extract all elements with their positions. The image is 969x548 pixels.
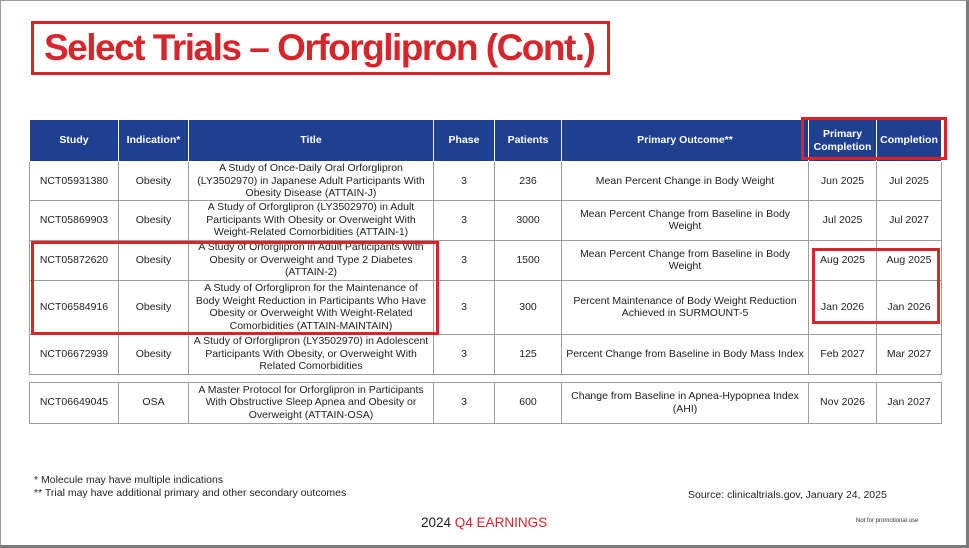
cell-phase: 3: [434, 240, 495, 280]
table-row: [30, 162, 942, 201]
cell-study: NCT05872620: [30, 240, 119, 280]
cell-primary-completion: Jun 2025: [809, 162, 877, 201]
cell-primary-outcome: Mean Percent Change from Baseline in Body Weight: [562, 240, 809, 280]
header-phase: Phase: [434, 120, 495, 162]
cell-title: A Study of Orforglipron (LY3502970) in Adult Participants With Obesity or Overweight With Weight-Related Comorbidities (ATTAIN-1): [189, 200, 434, 240]
slide-title-box: [31, 21, 610, 75]
footnote-indications: * Molecule may have multiple indications: [34, 474, 224, 486]
cell-patients: 236: [495, 162, 562, 201]
cell-completion: Mar 2027: [877, 334, 942, 374]
header-primary-completion-line1: Primary: [822, 127, 863, 140]
cell-patients: 600: [495, 382, 562, 423]
cell-primary-outcome: Percent Maintenance of Body Weight Reduction Achieved in SURMOUNT-5: [562, 280, 809, 334]
cell-indication: Obesity: [119, 200, 189, 240]
cell-study: NCT05869903: [30, 200, 119, 240]
header-primary-outcome: Primary Outcome**: [562, 120, 809, 162]
cell-primary-completion: Feb 2027: [809, 334, 877, 374]
cell-phase: 3: [434, 280, 495, 334]
table-row: [30, 334, 942, 374]
footnote-outcomes: ** Trial may have additional primary and other secondary outcomes: [34, 487, 347, 499]
cell-title: A Study of Orforglipron (LY3502970) in Adolescent Participants With Obesity, or Overweight With Related Comorbidities: [189, 334, 434, 374]
cell-title: A Study of Orforglipron for the Maintenance of Body Weight Reduction in Participants Who Have Obesity or Overweight With Weight-Related Comorbidities (ATTAIN-MAINTAIN): [189, 280, 434, 334]
cell-patients: 1500: [495, 240, 562, 280]
cell-phase: 3: [434, 334, 495, 374]
cell-primary-outcome: Mean Percent Change in Body Weight: [562, 162, 809, 201]
cell-indication: Obesity: [119, 240, 189, 280]
cell-study: NCT06649045: [30, 382, 119, 423]
table-row: [30, 200, 942, 240]
header-primary-completion: [809, 120, 877, 162]
cell-indication: Obesity: [119, 162, 189, 201]
footer-prefix: 2024: [421, 515, 455, 530]
table-spacer: [30, 374, 942, 382]
cell-indication: Obesity: [119, 334, 189, 374]
cell-patients: 125: [495, 334, 562, 374]
header-indication: Indication*: [119, 120, 189, 162]
header-title: Title: [189, 120, 434, 162]
cell-title: A Study of Once-Daily Oral Orforglipron (LY3502970) in Japanese Adult Participants With Obesity Disease (ATTAIN-J): [189, 162, 434, 201]
table-row: [30, 280, 942, 334]
cell-primary-outcome: Percent Change from Baseline in Body Mass Index: [562, 334, 809, 374]
header-study: Study: [30, 120, 119, 162]
table-spacer-row: [30, 374, 942, 382]
table-header-row: [30, 120, 942, 162]
table-row: [30, 382, 942, 423]
header-primary-completion-line2: Completion: [813, 140, 872, 153]
header-patients: Patients: [495, 120, 562, 162]
cell-primary-outcome: Mean Percent Change from Baseline in Body Weight: [562, 200, 809, 240]
table-row: [30, 240, 942, 280]
slide-title: Select Trials – Orforglipron (Cont.): [44, 27, 595, 68]
promo-disclaimer: Not for promotional use: [856, 518, 919, 524]
cell-primary-outcome: Change from Baseline in Apnea-Hypopnea Index (AHI): [562, 382, 809, 423]
cell-completion: Jan 2027: [877, 382, 942, 423]
cell-indication: OSA: [119, 382, 189, 423]
cell-primary-completion: Aug 2025: [809, 240, 877, 280]
cell-phase: 3: [434, 162, 495, 201]
cell-patients: 300: [495, 280, 562, 334]
cell-study: NCT06672939: [30, 334, 119, 374]
cell-title: A Master Protocol for Orforglipron in Participants With Obstructive Sleep Apnea and Obesity or Overweight (ATTAIN-OSA): [189, 382, 434, 423]
cell-completion: Jul 2027: [877, 200, 942, 240]
cell-phase: 3: [434, 382, 495, 423]
footer-accent: Q4 EARNINGS: [454, 515, 548, 530]
cell-patients: 3000: [495, 200, 562, 240]
header-completion: Completion: [877, 120, 942, 162]
cell-primary-completion: Jan 2026: [809, 280, 877, 334]
cell-title: A Study of Orforglipron in Adult Participants With Obesity or Overweight and Type 2 Diabetes (ATTAIN-2): [189, 240, 434, 280]
cell-completion: Jul 2025: [877, 162, 942, 201]
cell-completion: Aug 2025: [877, 240, 942, 280]
cell-study: NCT06584916: [30, 280, 119, 334]
cell-primary-completion: Jul 2025: [809, 200, 877, 240]
trials-table: [29, 119, 942, 424]
cell-completion: Jan 2026: [877, 280, 942, 334]
cell-phase: 3: [434, 200, 495, 240]
cell-study: NCT05931380: [30, 162, 119, 201]
source-citation: Source: clinicaltrials.gov, January 24, 2025: [688, 489, 887, 501]
slide-footer: [421, 515, 547, 530]
cell-primary-completion: Nov 2026: [809, 382, 877, 423]
cell-indication: Obesity: [119, 280, 189, 334]
